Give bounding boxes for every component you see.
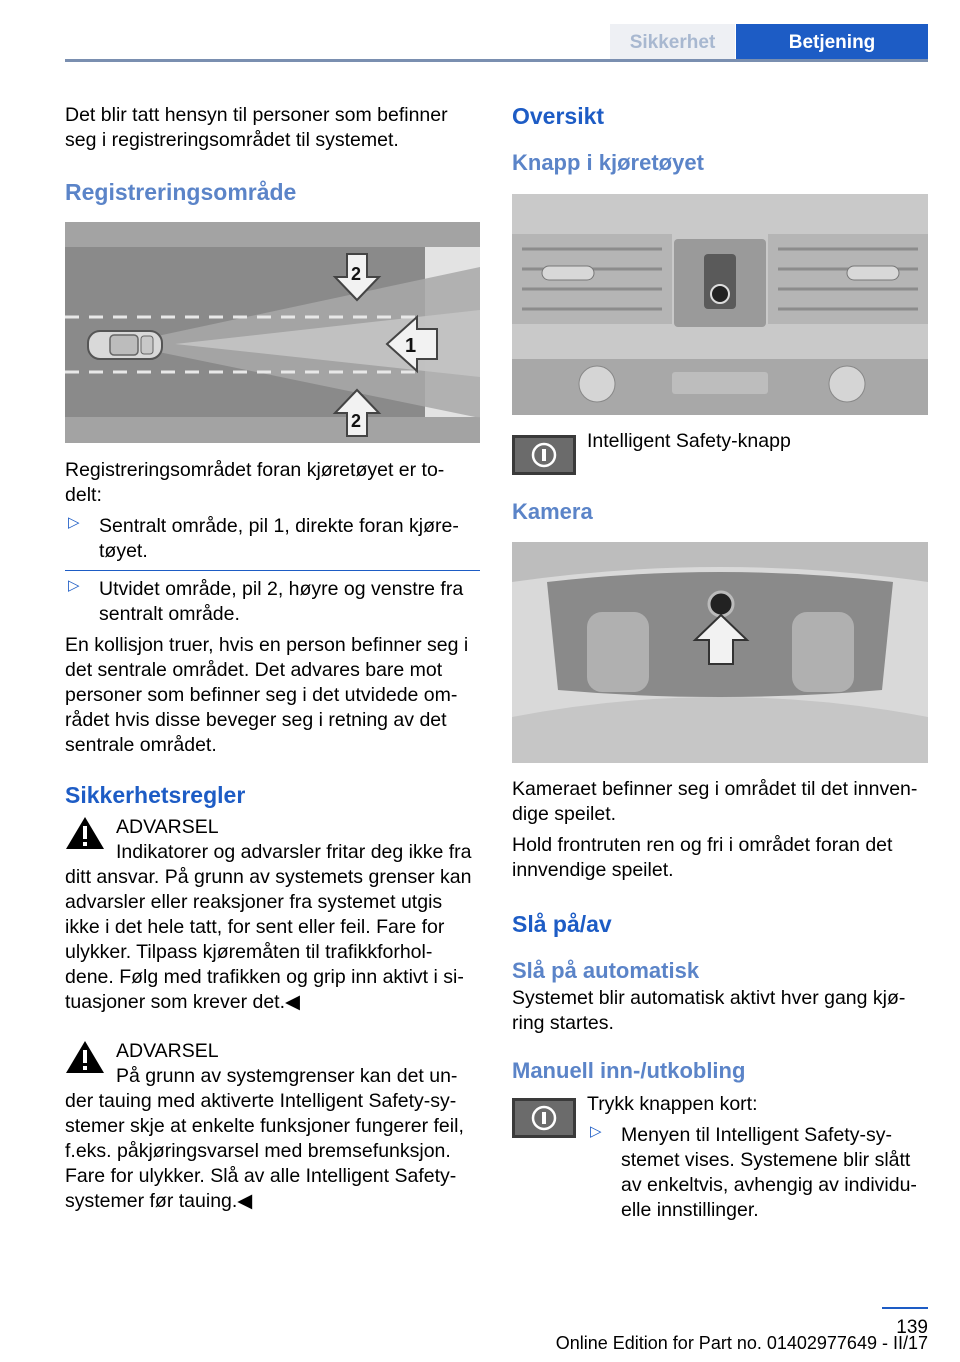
left-column [65, 103, 480, 1214]
warning-triangle-icon [65, 815, 105, 850]
heading-knapp: Knapp i kjøretøyet [512, 150, 704, 175]
warning-text: der tauing med aktiverte Intelligent Safety-sy-stemer skje at enkelte funksjoner fungerer feil, f.eks. påkjøringsvarsel med bremsefunksjon. Fare for ulykker. Slå av alle Intelligent Safety-systemer før tauing.◀ [65, 1090, 464, 1212]
arrow-2-top-label: 2 [351, 264, 362, 284]
bullet-triangle-icon: ▷ [68, 514, 80, 531]
camera-text-2: Hold frontruten ren og fri i området foran det innvendige speilet. [512, 834, 893, 881]
warning-text-first-line: Indikatorer og advarsler fritar deg ikke fra [116, 841, 472, 863]
footer-rule [882, 1307, 928, 1309]
arrow-1-label: 1 [405, 335, 417, 357]
camera-image [512, 542, 928, 763]
car-icon [88, 331, 162, 359]
heading-sla-pa-automatisk: Slå på automatisk [512, 958, 700, 983]
list-item: ▷ Menyen til Intelligent Safety-sy-stemet vises. Systemene blir slått av enkeltvis, avhengig av individu-elle innstillinger. [587, 1117, 930, 1223]
header-rule [65, 59, 928, 62]
button-legend-row [512, 430, 930, 475]
detection-area-list [65, 508, 480, 627]
heading-sla-pa-av: Slå på/av [512, 911, 612, 937]
camera-text-1: Kameraet befinner seg i området til det innven-dige speilet. [512, 778, 918, 825]
intro-text: Det blir tatt hensyn til personer som befinner seg i registreringsområdet til systemet. [65, 104, 448, 151]
button-photo [512, 194, 928, 415]
heading-oversikt: Oversikt [512, 103, 605, 129]
warning-triangle-icon [65, 1039, 105, 1074]
heading-registreringsomrade: Registreringsområde [65, 179, 297, 205]
heading-manuell: Manuell inn-/utkobling [512, 1058, 746, 1083]
camera-photo [512, 542, 928, 763]
header-tab-betjening[interactable]: Betjening [736, 24, 928, 61]
right-column [512, 103, 930, 1223]
button-label: Intelligent Safety-knapp [587, 430, 791, 452]
warning-text-first-line: På grunn av systemgrenser kan det un- [116, 1065, 458, 1087]
heading-sikkerhetsregler: Sikkerhetsregler [65, 782, 246, 808]
edition-footer: Online Edition for Part no. 01402977649 - II/17 [555, 1333, 928, 1353]
list-item: ▷ Sentralt område, pil 1, direkte foran kjøre-tøyet. [65, 508, 480, 564]
warning-block-1 [65, 815, 480, 1015]
dashboard-button-image [512, 194, 928, 415]
warning-label: ADVARSEL [116, 816, 219, 838]
detection-area-description: Registreringsområdet foran kjøretøyet er to-delt: [65, 459, 445, 506]
manual-section [512, 1092, 930, 1223]
manual-text-block [587, 1092, 930, 1223]
manual-list [587, 1117, 930, 1223]
list-item: ▷ Utvidet område, pil 2, høyre og venstre fra sentralt område. [65, 570, 480, 627]
intelligent-safety-button-icon [512, 1098, 576, 1138]
collision-text: En kollisjon truer, hvis en person befinner seg i det sentrale området. Det advares bare mot personer som befinner seg i det utvidede om-rådet hvis disse beveger seg i retning av det sentrale området. [65, 634, 469, 756]
header-tab-sikkerhet[interactable]: Sikkerhet [610, 24, 735, 61]
detection-area-diagram [65, 222, 480, 443]
page-number: 139 [896, 1317, 928, 1338]
warning-text: ditt ansvar. På grunn av systemets grenser kan advarsler eller reaksjoner fra systemet utgis ikke i det hele tatt, for sent eller feil. Fare for ulykker. Tilpass kjøremåten til trafikkforhol-dene. Følg med trafikken og grip inn aktivt i si-tuasjoner som krever det.◀ [65, 866, 472, 1013]
heading-kamera: Kamera [512, 499, 593, 524]
warning-label: ADVARSEL [116, 1040, 219, 1062]
arrow-2-bottom-label: 2 [351, 411, 362, 431]
intelligent-safety-button-icon [512, 435, 576, 475]
detection-area-figure [65, 222, 480, 443]
press-text: Trykk knappen kort: [587, 1093, 758, 1115]
bullet-triangle-icon: ▷ [590, 1123, 602, 1140]
bullet-triangle-icon: ▷ [68, 577, 80, 594]
auto-text: Systemet blir automatisk aktivt hver gang kjø-ring startes. [512, 987, 906, 1034]
warning-block-2 [65, 1039, 480, 1214]
